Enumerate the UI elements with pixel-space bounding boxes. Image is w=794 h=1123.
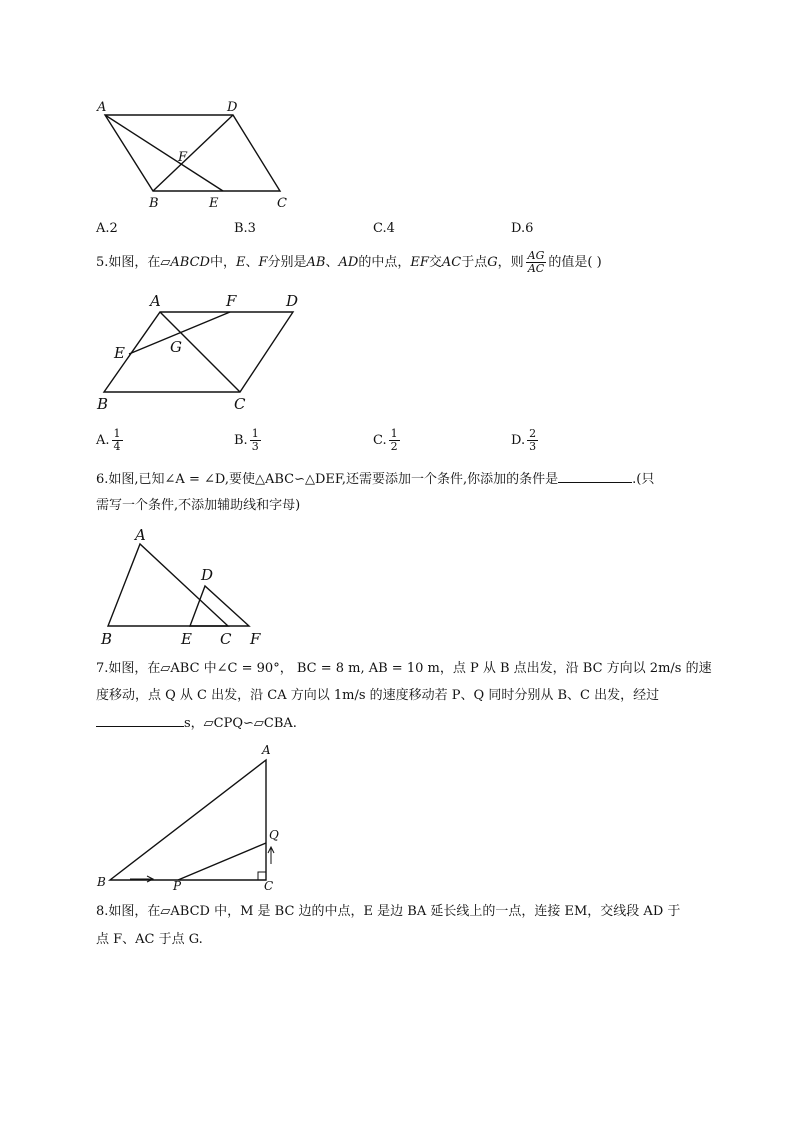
q5-option-b: B. $\frac{1}{3}$ <box>234 427 259 453</box>
label-b: B <box>97 395 109 413</box>
label-f: F <box>226 292 237 310</box>
q7-line1: 7.如图，在▱ABC 中∠C = 90°， BC = 8 m, AB = 10 m，点 P 从 B 点出发，沿 BC 方向以 2m/s 的速 <box>96 661 712 676</box>
q5-fraction: $\frac{AG}{AC}$ <box>527 249 545 275</box>
label-c: C <box>264 879 274 892</box>
label-e: E <box>114 344 125 362</box>
triangle-abc <box>108 544 228 626</box>
label-d: D <box>227 100 238 115</box>
label-f: F <box>178 150 188 165</box>
label-c: C <box>220 630 232 648</box>
figure-q7 <box>92 740 292 892</box>
label-b: B <box>97 875 106 889</box>
label-f: F <box>250 630 261 648</box>
q6-line2: 需写一个条件,不添加辅助线和字母) <box>96 498 301 513</box>
q7-answer-blank[interactable] <box>96 714 184 727</box>
figure-q5 <box>92 288 317 416</box>
q4-option-c: C.4 <box>373 221 395 236</box>
label-g: G <box>170 338 182 356</box>
q4-option-a: A.2 <box>96 221 118 236</box>
label-a: A <box>262 743 271 757</box>
q6-line1: 6.如图,已知∠A = ∠D,要使△ABC∽△DEF,还需要添加一个条件,你添加的条件是 .(只 <box>96 472 655 487</box>
q5-option-c: C. $\frac{1}{2}$ <box>373 427 398 453</box>
q4-option-d: D.6 <box>511 221 534 236</box>
triangle-abc <box>110 760 266 880</box>
label-a: A <box>97 100 107 115</box>
q5-stem: 5.如图，在▱ABCD中，E、F分别是AB、AD的中点，EF交AC于点G，则 $\frac{AG}{AC}$ 的值是( ) <box>96 249 602 275</box>
label-c: C <box>277 196 287 211</box>
label-a: A <box>150 292 161 310</box>
triangle-def <box>190 586 249 626</box>
q7-line3: s，▱CPQ∽▱CBA. <box>96 712 297 736</box>
label-q: Q <box>269 828 279 842</box>
label-d: D <box>286 292 299 310</box>
q5-option-d: D. $\frac{2}{3}$ <box>511 427 537 453</box>
q6-answer-blank[interactable] <box>558 470 632 483</box>
label-c: C <box>234 395 246 413</box>
label-e: E <box>209 196 219 211</box>
q7-line2: 度移动，点 Q 从 C 出发，沿 CA 方向以 1m/s 的速度移动若 P、Q 同时分别从 B、C 出发，经过 <box>96 688 660 703</box>
segment-pq <box>178 843 266 880</box>
label-a: A <box>135 526 146 544</box>
figure-q6 <box>96 524 276 648</box>
q5-option-a: A. $\frac{1}{4}$ <box>96 427 121 453</box>
figure-q4 <box>95 95 305 215</box>
q4-option-b: B.3 <box>234 221 256 236</box>
label-d: D <box>201 566 214 584</box>
label-p: P <box>173 879 182 892</box>
q8-line1: 8.如图，在▱ABCD 中，M 是 BC 边的中点，E 是边 BA 延长线上的一点，连接 EM，交线段 AD 于 <box>96 904 681 919</box>
q8-line2: 点 F、AC 于点 G. <box>96 932 203 947</box>
label-e: E <box>181 630 192 648</box>
label-b: B <box>101 630 113 648</box>
label-b: B <box>149 196 159 211</box>
